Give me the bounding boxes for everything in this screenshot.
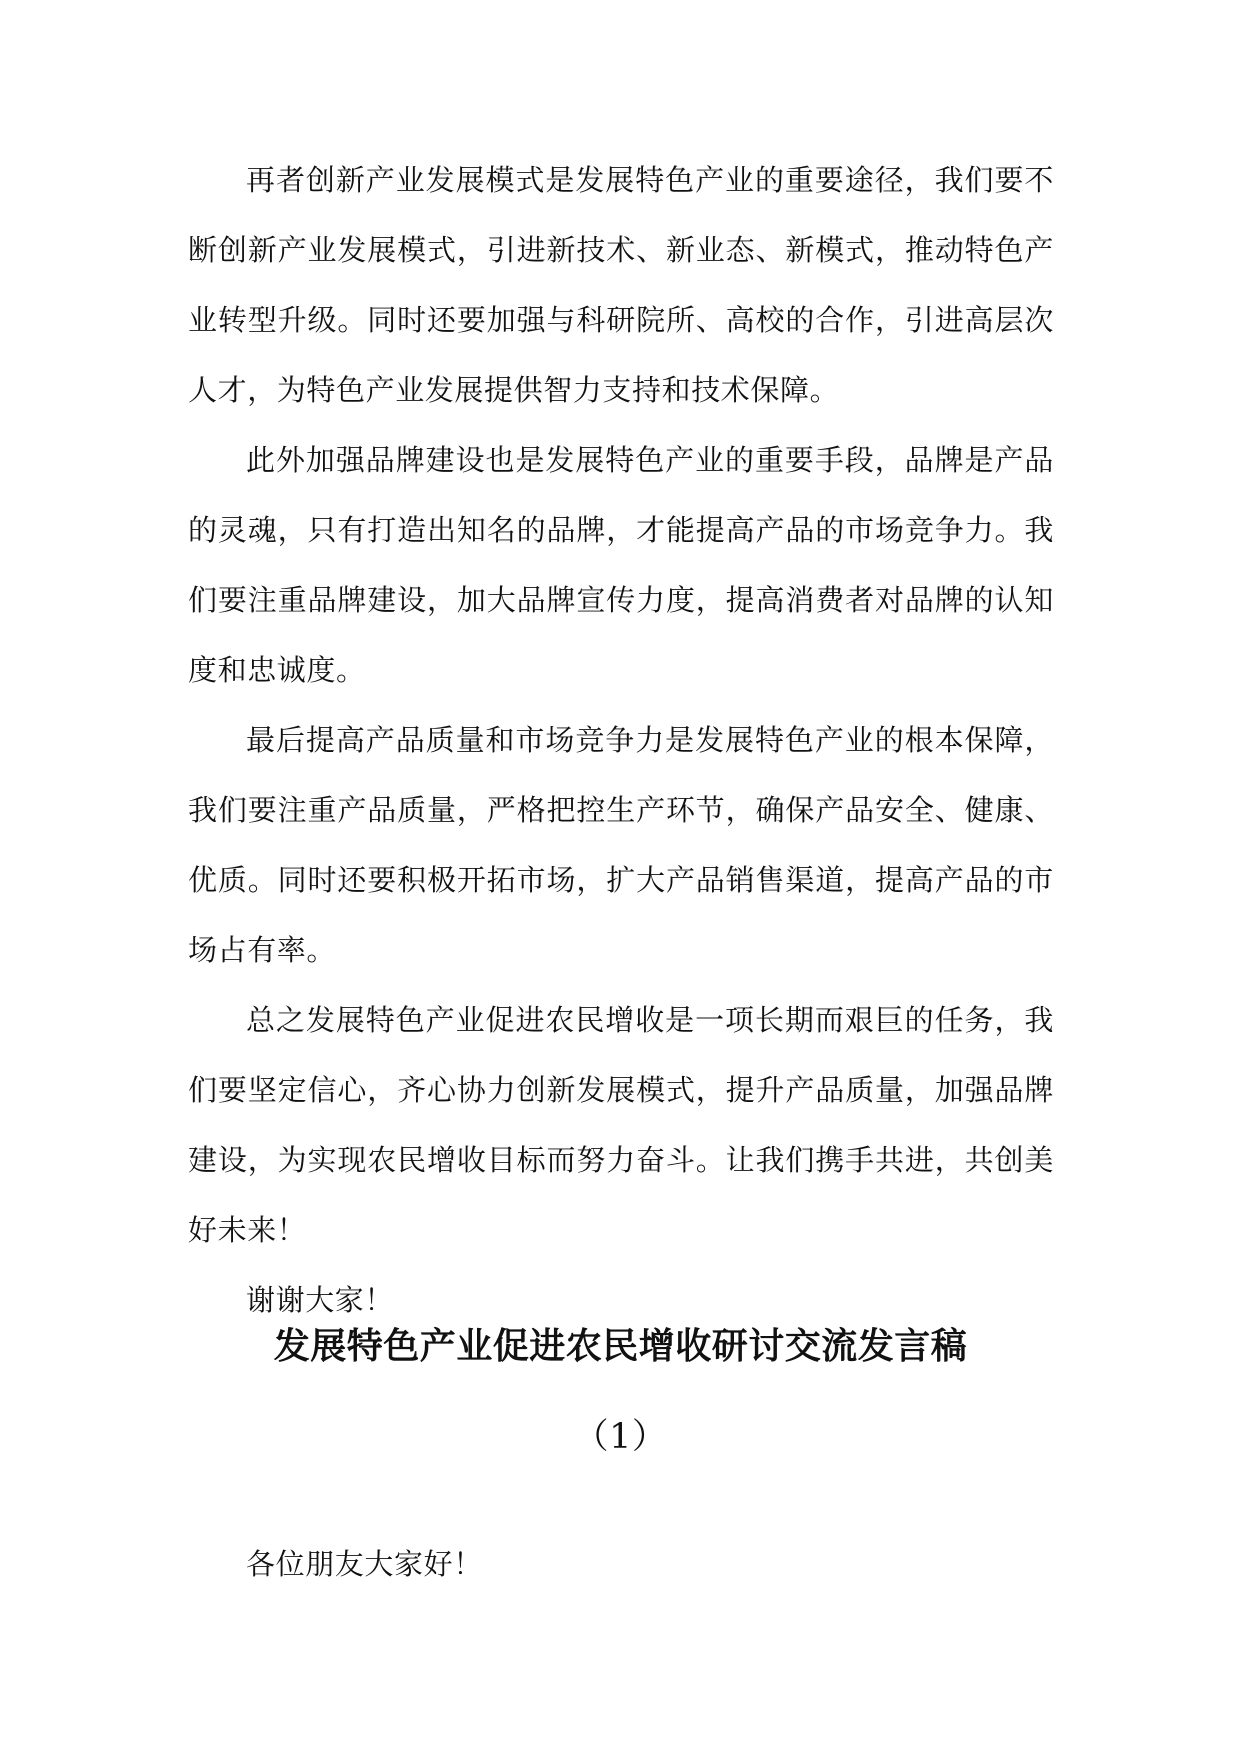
greeting-line: 各位朋友大家好！ (246, 1547, 483, 1581)
paragraph-innovation: 再者创新产业发展模式是发展特色产业的重要途径，我们要不断创新产业发展模式，引进新技术、新业态、新模式，推动特色产业转型升级。同时还要加强与科研院所、高校的合作，引进高层次人才，为特色产业发展提供智力支持和技术保障。 (188, 163, 1054, 407)
document-body (188, 145, 1054, 1335)
document-title: 发展特色产业促进农民增收研讨交流发言稿 (273, 1326, 968, 1367)
paragraph-branding: 此外加强品牌建设也是发展特色产业的重要手段，品牌是产品的灵魂，只有打造出知名的品牌，才能提高产品的市场竞争力。我们要注重品牌建设，加大品牌宣传力度，提高消费者对品牌的认知度和忠诚度。 (188, 443, 1054, 687)
paragraph-quality: 最后提高产品质量和市场竞争力是发展特色产业的根本保障，我们要注重产品质量，严格把控生产环节，确保产品安全、健康、优质。同时还要积极开拓市场，扩大产品销售渠道，提高产品的市场占有率。 (188, 723, 1054, 967)
document-subtitle: （1） (573, 1417, 668, 1457)
paragraph-thanks: 谢谢大家！ (246, 1283, 395, 1317)
paragraph-conclusion: 总之发展特色产业促进农民增收是一项长期而艰巨的任务，我们要坚定信心，齐心协力创新发展模式，提升产品质量，加强品牌建设，为实现农民增收目标而努力奋斗。让我们携手共进，共创美好未来！ (188, 1003, 1054, 1247)
